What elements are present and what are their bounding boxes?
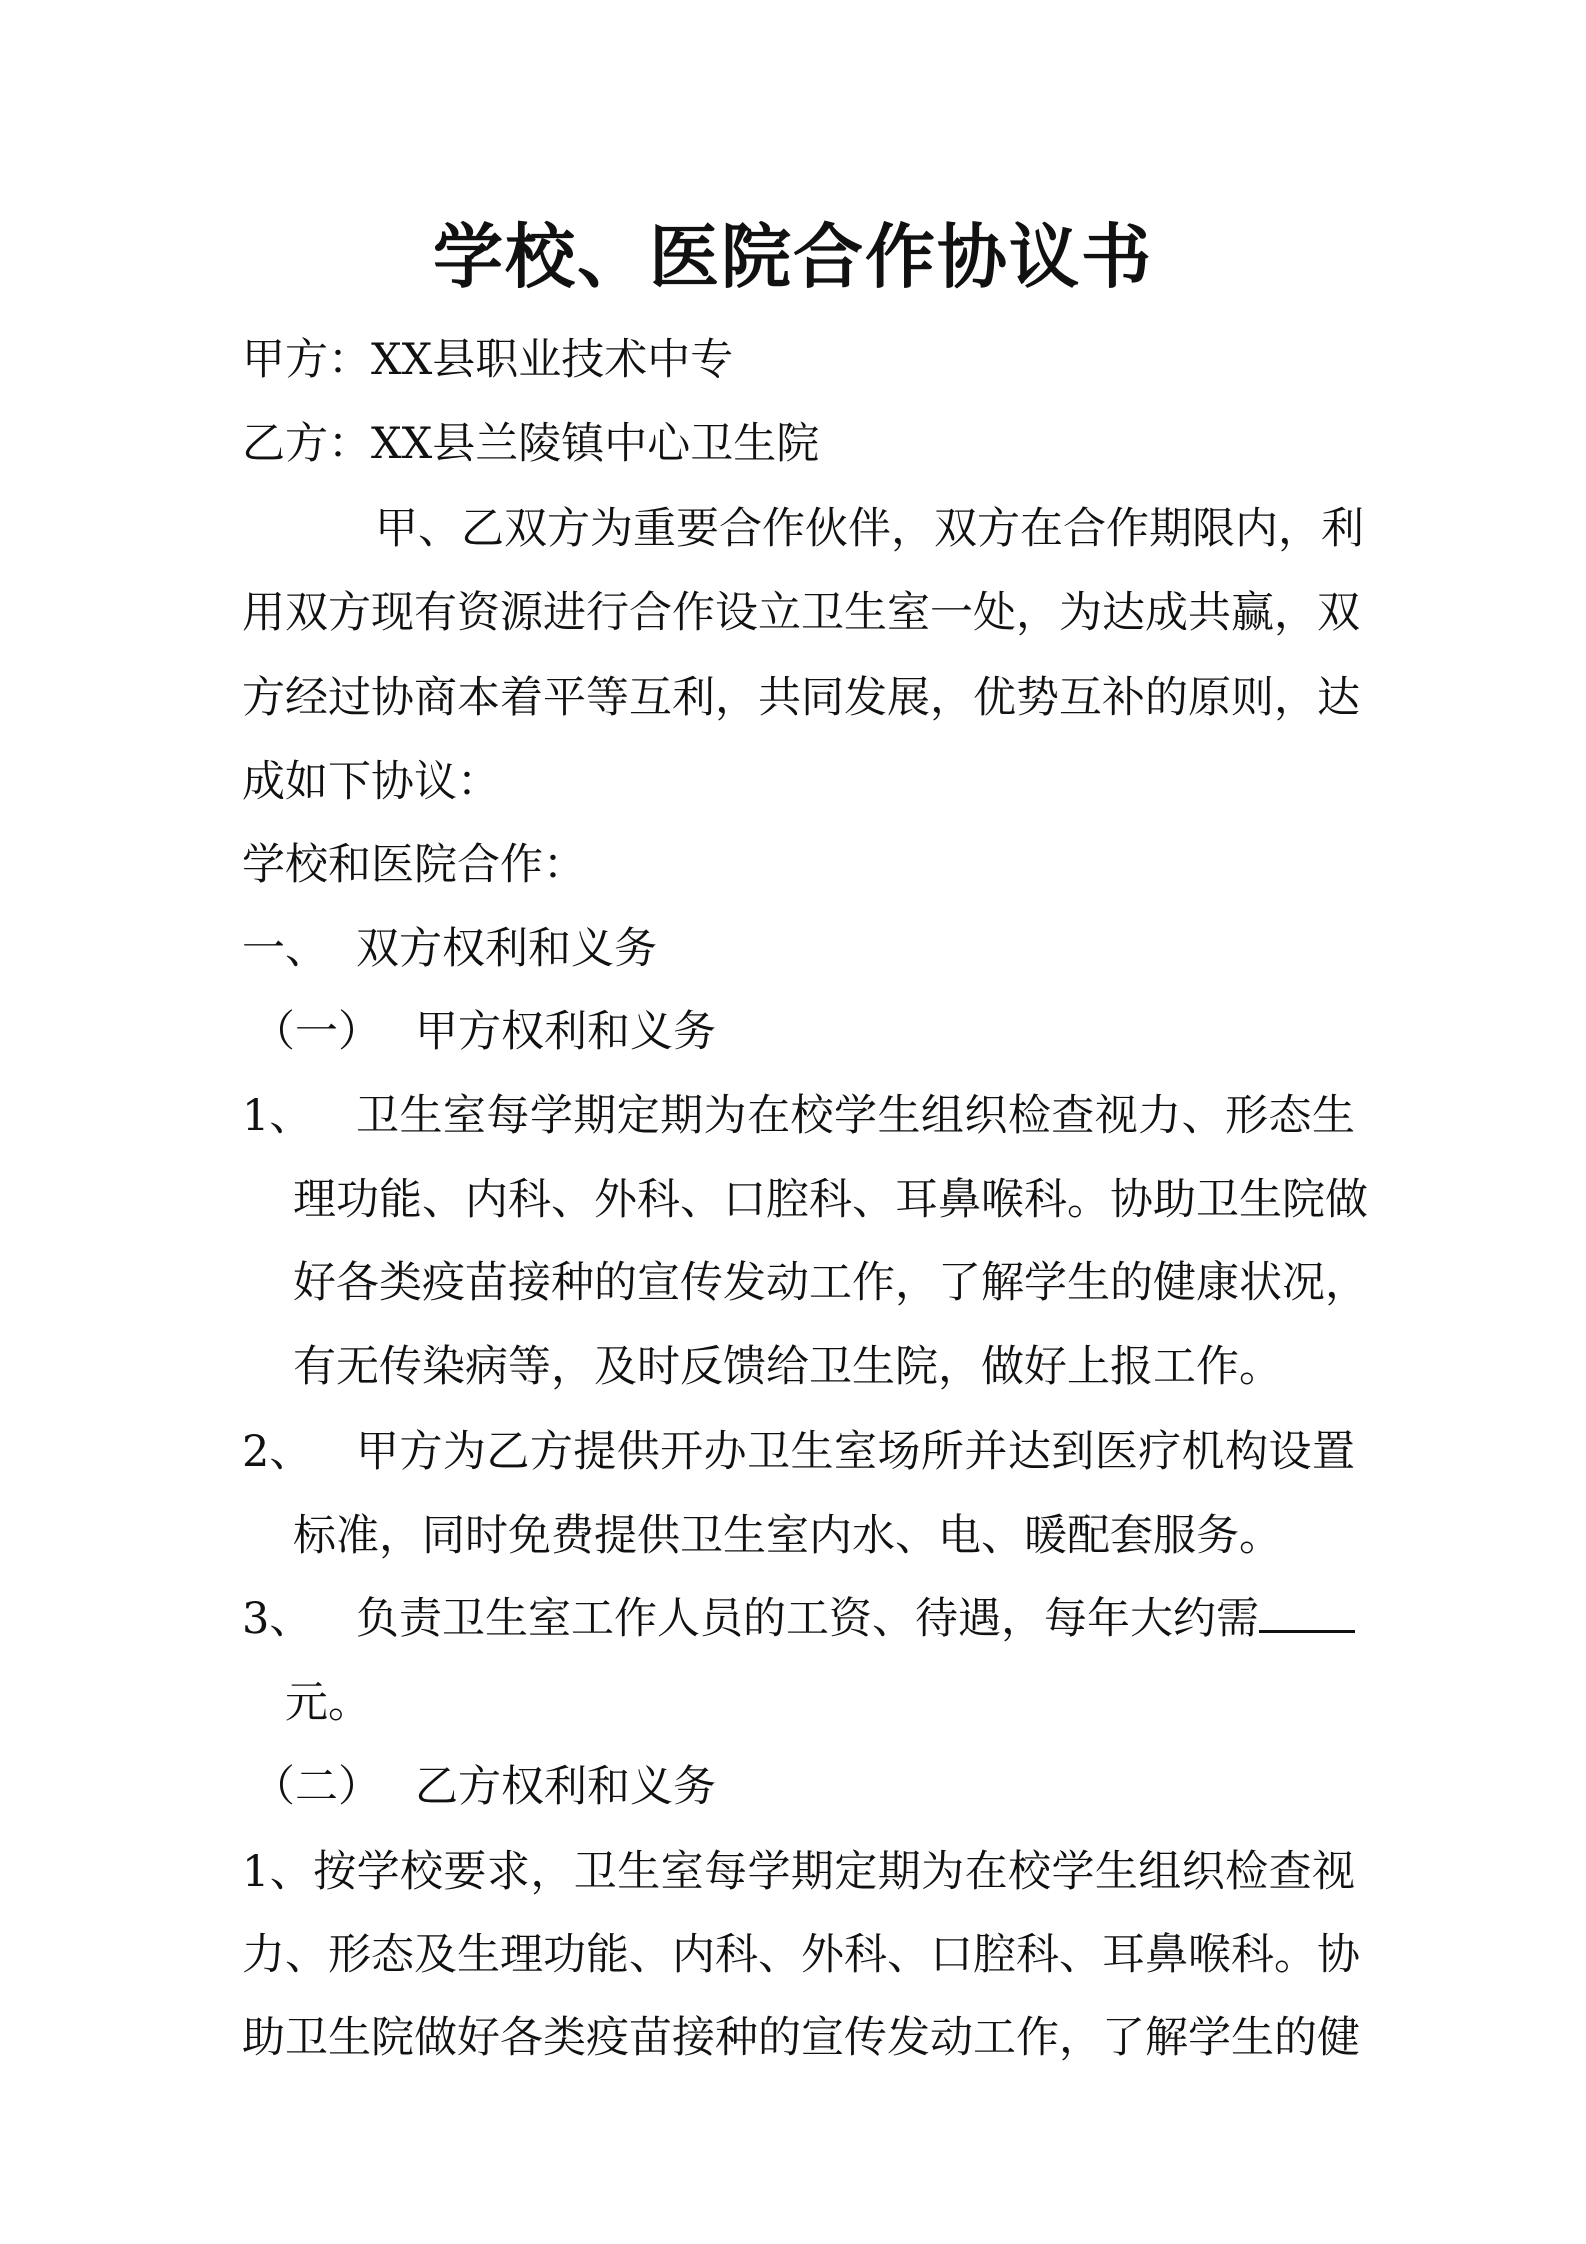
intro-line: 方经过协商本着平等互利，共同发展，优势互补的原则，达 — [242, 673, 1360, 723]
section-1-heading: 双方权利和义务 — [356, 924, 657, 974]
section-1-number: 一、 — [242, 924, 328, 974]
part-b-heading: 乙方权利和义务 — [415, 1762, 716, 1812]
item-text: 负责卫生室工作人员的工资、待遇，每年大约需 — [356, 1594, 1259, 1644]
part-b-line: 助卫生院做好各类疫苗接种的宣传发动工作，了解学生的健 — [242, 2013, 1360, 2063]
part-b-line: 力、形态及生理功能、内科、外科、口腔科、耳鼻喉科。协 — [242, 1930, 1360, 1980]
item-line: 有无传染病等，及时反馈给卫生院，做好上报工作。 — [293, 1342, 1282, 1392]
part-b-line: 1、按学校要求，卫生室每学期定期为在校学生组织检查视 — [242, 1847, 1355, 1897]
item-line: 甲方为乙方提供开办卫生室场所并达到医疗机构设置 — [356, 1427, 1355, 1477]
item-line: 标准，同时免费提供卫生室内水、电、暖配套服务。 — [293, 1511, 1282, 1561]
item-line: 元。 — [285, 1678, 371, 1728]
item-line: 理功能、内科、外科、口腔科、耳鼻喉科。协助卫生院做 — [293, 1175, 1368, 1225]
document-title: 学校、医院合作协议书 — [433, 215, 1153, 298]
intro-line: 用双方现有资源进行合作设立卫生室一处，为达成共赢，双 — [242, 588, 1360, 638]
item-number: 2、 — [242, 1427, 313, 1477]
item-line: 卫生室每学期定期为在校学生组织检查视力、形态生 — [356, 1091, 1355, 1141]
amount-blank[interactable] — [1259, 1596, 1355, 1633]
item-number: 3、 — [242, 1594, 313, 1644]
part-a-number: （一） — [252, 1007, 381, 1057]
item-line-with-blank — [356, 1577, 1355, 1661]
subtitle: 学校和医院合作： — [242, 840, 586, 890]
part-a-heading: 甲方权利和义务 — [415, 1007, 716, 1057]
intro-line: 成如下协议： — [242, 757, 500, 807]
item-number: 1、 — [242, 1091, 313, 1141]
item-line: 好各类疫苗接种的宣传发动工作，了解学生的健康状况， — [293, 1258, 1368, 1308]
part-b-number: （二） — [252, 1762, 381, 1812]
party-b: 乙方：XX县兰陵镇中心卫生院 — [242, 419, 820, 469]
intro-line: 甲、乙双方为重要合作伙伴，双方在合作期限内，利 — [375, 504, 1364, 554]
party-a: 甲方：XX县职业技术中专 — [242, 335, 734, 385]
